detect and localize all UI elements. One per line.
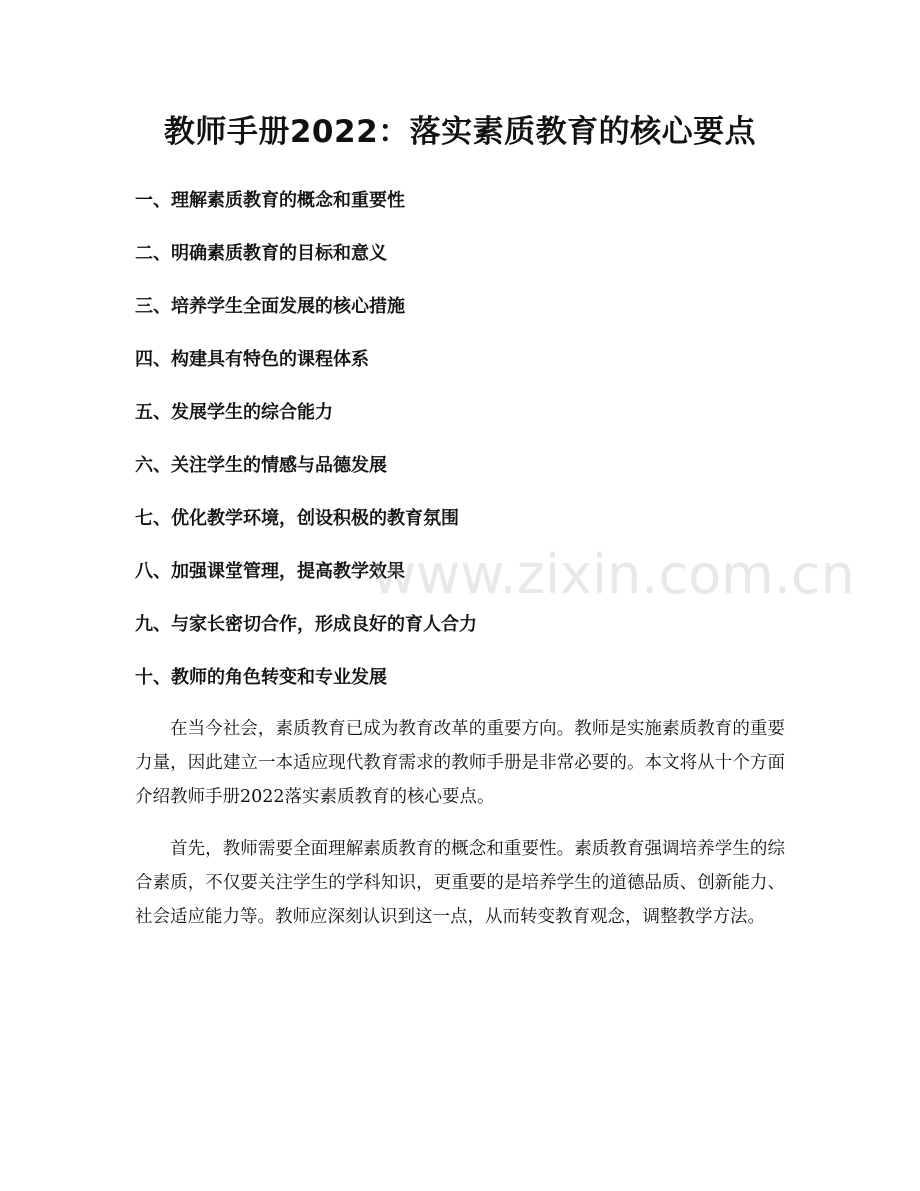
page-title: 教师手册2022：落实素质教育的核心要点 [163, 114, 757, 150]
toc-item-5: 五、发展学生的综合能力 [135, 402, 333, 423]
toc-item-3: 三、培养学生全面发展的核心措施 [135, 296, 405, 317]
toc-item-7: 七、优化教学环境，创设积极的教育氛围 [135, 508, 459, 529]
paragraph-intro: 在当今社会，素质教育已成为教育改革的重要方向。教师是实施素质教育的重要力量，因此建立一本适应现代教育需求的教师手册是非常必要的。本文将从十个方面介绍教师手册2022落实素质教育的核心要点。 [135, 719, 785, 807]
toc-item-2: 二、明确素质教育的目标和意义 [135, 243, 387, 264]
toc-item-8: 八、加强课堂管理，提高教学效果 [135, 561, 405, 582]
toc-item-1: 一、理解素质教育的概念和重要性 [135, 190, 405, 211]
paragraph-first-point: 首先，教师需要全面理解素质教育的概念和重要性。素质教育强调培养学生的综合素质，不仅要关注学生的学科知识，更重要的是培养学生的道德品质、创新能力、社会适应能力等。教师应深刻认识到这一点，从而转变教育观念，调整教学方法。 [135, 839, 785, 927]
toc-item-4: 四、构建具有特色的课程体系 [135, 349, 369, 370]
toc-item-10: 十、教师的角色转变和专业发展 [135, 667, 387, 688]
toc-item-6: 六、关注学生的情感与品德发展 [135, 455, 387, 476]
toc-item-9: 九、与家长密切合作，形成良好的育人合力 [135, 614, 477, 635]
body-text [135, 712, 785, 952]
table-of-contents [135, 186, 795, 716]
watermark: www.zixin.com.cn [372, 543, 855, 606]
